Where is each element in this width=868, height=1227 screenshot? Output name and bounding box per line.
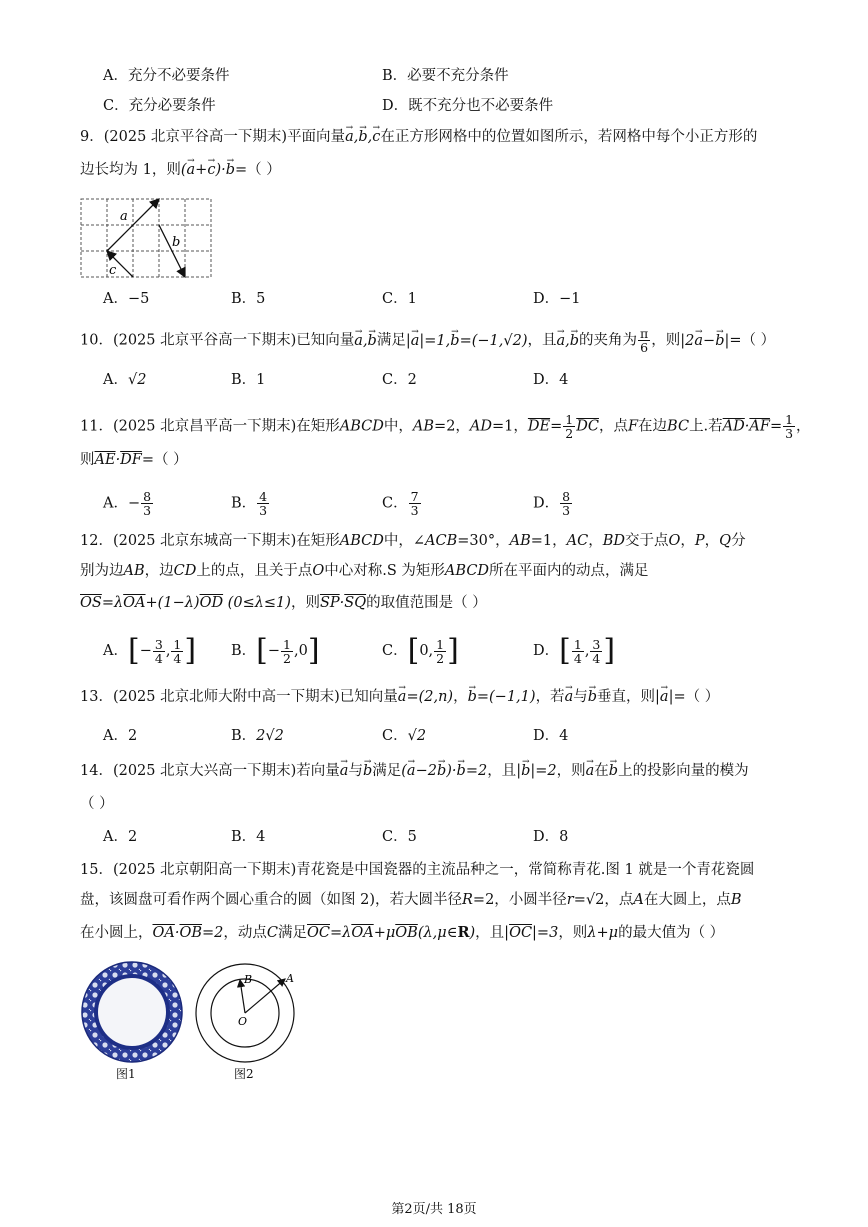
q12-text-9: ，边 <box>144 563 174 579</box>
q15-text-5: 在大圆上，点 <box>643 892 731 908</box>
q12-text-14: 的取值范围是（ ） <box>366 595 487 611</box>
q10-option-a[interactable]: A．√2 <box>103 372 147 388</box>
q14-text-5: ，则 <box>556 763 586 779</box>
q10-text-1: 已知向量 <box>296 332 355 349</box>
q11-text-3: ，点 <box>598 418 628 435</box>
q11-text-7: 则 <box>80 452 95 468</box>
q9-label-b: b <box>172 235 181 250</box>
q15-source: (2025 北京朝阳高一下期末) <box>112 862 297 878</box>
q15-text-8: 满足 <box>278 925 307 941</box>
q12-source: (2025 北京东城高一下期末) <box>112 533 297 549</box>
q10-option-b[interactable]: B．1 <box>231 372 266 388</box>
q15-line-1 <box>80 860 754 880</box>
q14-text-3: 满足 <box>372 763 402 779</box>
q12-option-b[interactable]: B．[− $\frac{1}{2}$ ,0] <box>231 633 320 668</box>
q9-option-d[interactable]: D．−1 <box>533 291 581 307</box>
q13-line-1: 13．(2025 北京北师大附中高一下期末)已知向量→ a=(2,n)，→ b=(−1,1)，若→ a与→ b垂直，则|→ a|=（ ） <box>80 687 719 707</box>
q15-text-1: 青花瓷是中国瓷器的主流品种之一，常简称青花.图 1 就是一个青花瓷圆 <box>296 862 755 878</box>
q12-text-12: 所在平面内的动点，满足 <box>489 563 649 579</box>
q13-text-3: ，若 <box>535 689 565 705</box>
q12-text-10: 上的点，且关于点 <box>196 563 313 579</box>
q15-figure-2-label: 图2 <box>234 1067 254 1081</box>
q13-text-2: ， <box>453 689 468 705</box>
q12-line-2: 别为边AB，边CD上的点，且关于点O中心对称.S 为矩形ABCD所在平面内的动点，满足 <box>80 563 649 579</box>
q10-text-5: ，则 <box>651 332 681 349</box>
q11-option-c[interactable]: C． $\frac{7}{3}$ <box>382 489 419 518</box>
q10-text-3: ，且 <box>527 332 557 349</box>
q9-option-a[interactable]: A．−5 <box>103 291 150 307</box>
q8-option-d[interactable]: D．既不充分也不必要条件 <box>382 98 554 114</box>
q14-text-4: ，且 <box>487 763 517 779</box>
q11-text-5: 上.若 <box>689 418 723 435</box>
q10-option-d[interactable]: D．4 <box>533 372 569 388</box>
q14-option-a[interactable]: A．2 <box>103 829 138 845</box>
q15-text-10: ，则 <box>558 925 588 941</box>
q10-line-1: 10．(2025 北京平谷高一下期末)已知向量→ a,→ b满足|→ a|=1,→ b=(−1,√2)，且→ a,→ b的夹角为 $\frac{\pi}{6}$ ，则|2→ a−→ b|=（ ） <box>80 327 775 354</box>
q9-text-3: 边长均为 1，则 <box>80 162 181 178</box>
q15-text-2: 盘，该圆盘可看作两个圆心重合的圆（如图 2)，若大圆半径 <box>80 892 462 908</box>
q9-text-1: 平面向量 <box>287 129 346 145</box>
q11-option-d[interactable]: D． $\frac{8}{3}$ <box>533 489 571 518</box>
q10-source: (2025 北京平谷高一下期末) <box>112 332 297 349</box>
q15-text-6: 在小圆上， <box>80 925 153 941</box>
q13-number: 13． <box>80 689 113 705</box>
q15-point-b: B <box>244 973 253 986</box>
page-footer: 第2页/共 18页 <box>391 1202 477 1217</box>
q12-text-13: ，则 <box>290 595 320 611</box>
q11-text-6: ， <box>796 418 811 435</box>
q12-text-4: ， <box>552 533 567 549</box>
q14-line-2: （ ） <box>80 796 114 812</box>
q15-text-11: 的最大值为（ ） <box>618 925 725 941</box>
q11-number: 11． <box>80 418 113 435</box>
q10-number: 10． <box>80 332 113 349</box>
q12-text-2: 中， <box>383 533 413 549</box>
q15-line-3: 在小圆上，$\overline{OA}\cdot\overline{OB}=2$，动点C满足$\overline{OC}=\lambda\overline{OA}+\mu\overline{OB}(\lambda,\mu\in R)$，且$|\overline{OC}|=3$，则λ+μ的最大值为（ ） <box>80 924 725 941</box>
q12-text-7: 分 <box>731 533 746 549</box>
q11-option-a[interactable]: A．− $\frac{8}{3}$ <box>103 489 152 518</box>
q14-text-2: 与 <box>348 763 363 779</box>
q12-option-c[interactable]: C．[0, $\frac{1}{2}$ ] <box>382 633 459 668</box>
q12-option-d[interactable]: D．[ $\frac{1}{4}$ , $\frac{3}{4}$ ] <box>533 633 616 668</box>
q12-text-6: ， <box>680 533 695 549</box>
q9-grid-figure <box>78 194 218 280</box>
q10-option-c[interactable]: C．2 <box>382 372 417 388</box>
q11-text-1: 在矩形 <box>296 418 340 435</box>
q11-text-2: 中， <box>383 418 413 435</box>
q15-figure-2-circles <box>192 962 298 1064</box>
q13-text-4: 与 <box>573 689 588 705</box>
q9-option-c[interactable]: C．1 <box>382 291 417 307</box>
q12-number: 12． <box>80 533 113 549</box>
q12-text-11: 中心对称.S 为矩形 <box>324 563 445 579</box>
q14-option-c[interactable]: C．5 <box>382 829 417 845</box>
q14-text-7: 上的投影向量的模为 <box>618 763 749 779</box>
q12-text-8: 别为边 <box>80 563 124 579</box>
q8-option-a[interactable]: A．充分不必要条件 <box>103 68 230 84</box>
q9-source: (2025 北京平谷高一下期末) <box>103 129 288 145</box>
q13-option-d[interactable]: D．4 <box>533 728 569 744</box>
q14-text-1: 若向量 <box>296 763 340 779</box>
q13-text-5: 垂直，则 <box>597 689 656 705</box>
q13-text-6: =（ ） <box>673 689 720 705</box>
q12-line-3: $\overline{OS}=\lambda\overline{OA}+(1-\lambda)\overline{OD}$ (0≤λ≤1)，则$\overline{SP}\cdot\overline{SQ}$的取值范围是（ ） <box>80 595 487 611</box>
q14-option-d[interactable]: D．8 <box>533 829 569 845</box>
q15-text-3: ，小圆半径 <box>494 892 567 908</box>
q8-option-c[interactable]: C．充分必要条件 <box>103 98 216 114</box>
q11-line-2: 则$\overline{AE}\cdot\overline{DF}=$（ ） <box>80 452 188 468</box>
q12-text-5: 交于点 <box>625 533 669 549</box>
q12-text-1: 在矩形 <box>296 533 340 549</box>
q15-text-4: ，点 <box>604 892 634 908</box>
q10-text-2: 满足 <box>376 332 406 349</box>
q14-number: 14． <box>80 763 113 779</box>
q10-text-6: =（ ） <box>729 332 776 349</box>
q15-number: 15． <box>80 862 113 878</box>
q13-option-a[interactable]: A．2 <box>103 728 138 744</box>
q9-text-4: =（ ） <box>235 162 281 178</box>
q14-line-1: 14．(2025 北京大兴高一下期末)若向量→ a与→ b满足(→ a−2→ b)·→ b=2，且|→ b|=2，则→ a在→ b上的投影向量的模为 <box>80 761 749 781</box>
q15-point-a: A <box>286 972 294 985</box>
q13-text-1: 已知向量 <box>339 689 398 705</box>
q15-line-2: 盘，该圆盘可看作两个圆心重合的圆（如图 2)，若大圆半径R=2，小圆半径r=√2，点A在大圆上，点B <box>80 892 742 908</box>
q10-text-4: 的夹角为 <box>579 332 638 349</box>
q9-text-2: 在正方形网格中的位置如图所示，若网格中每个小正方形的 <box>380 129 758 145</box>
q13-option-b[interactable]: B．2√2 <box>231 728 284 744</box>
q11-text-4: 在边 <box>638 418 668 435</box>
q11-option-b[interactable]: B． $\frac{4}{3}$ <box>231 489 268 518</box>
q9-number: 9． <box>80 129 104 145</box>
q9-option-b[interactable]: B．5 <box>231 291 266 307</box>
q14-text-6: 在 <box>594 763 609 779</box>
q14-option-b[interactable]: B．4 <box>231 829 266 845</box>
q9-line-2: 边长均为 1，则(→ a+→ c)·→ b=（ ） <box>80 160 281 180</box>
q9-line-1: 9．(2025 北京平谷高一下期末)平面向量→ a,→ b,→ c在正方形网格中的位置如图所示，若网格中每个小正方形的 <box>80 127 757 147</box>
q12-option-a[interactable]: A．[− $\frac{3}{4}$ , $\frac{1}{4}$ ] <box>103 633 197 668</box>
q12-line-1: 12．(2025 北京东城高一下期末)在矩形ABCD中，∠ACB=30°，AB=1，AC，BD交于点O，P，Q分 <box>80 533 746 549</box>
q11-source: (2025 北京昌平高一下期末) <box>112 418 297 435</box>
q15-text-7: ，动点 <box>223 925 267 941</box>
q14-source: (2025 北京大兴高一下期末) <box>112 763 297 779</box>
q15-figure-1-label: 图1 <box>116 1067 136 1081</box>
q9-label-a: a <box>120 209 128 224</box>
q12-text-3: ， <box>495 533 510 549</box>
q15-point-o: O <box>238 1015 248 1028</box>
q11-text-8: =（ ） <box>141 452 188 468</box>
q13-option-c[interactable]: C．√2 <box>382 728 427 744</box>
q15-figure-1-plate <box>80 960 184 1064</box>
q8-option-b[interactable]: B．必要不充分条件 <box>382 68 509 84</box>
q15-text-9: ，且 <box>475 925 505 941</box>
q11-line-1: 11．(2025 北京昌平高一下期末)在矩形ABCD中，AB=2，AD=1，$\overline{DE}=$ $\frac{1}{2}$ $\overline{DC}$，点F在边BC上.若$\overline{AD}\cdot\overline{AF}=$ $\frac{1}{3}$ ， <box>80 412 811 441</box>
q13-source: (2025 北京北师大附中高一下期末) <box>112 689 340 705</box>
q9-label-c: c <box>109 263 117 278</box>
